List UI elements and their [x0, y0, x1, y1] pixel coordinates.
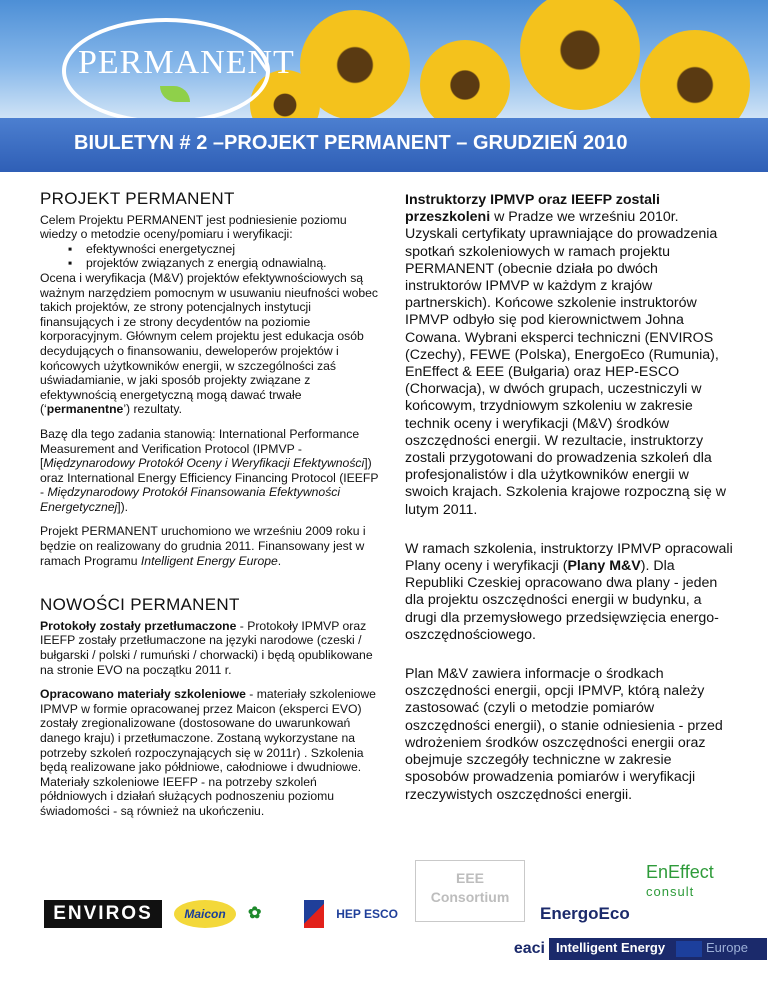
quote-close: ’) rezultaty. [123, 402, 183, 417]
protocols-text: Bazę dla tego zadania stanowią: International Performance Measurement and Verification Protocol (IPMVP - [ [40, 426, 360, 471]
consult-text: consult [646, 884, 695, 899]
trainers-text: w Pradze we wrześniu 2010r. Uzyskali certyfikaty uprawniające do prowadzenia spotkań szkoleniowych w ramach projektu PERMANENT (obecnie działa po dwóch instruktorów IPMVP w każdym z krajów partnerskich). Końcowe szkolenie instruktorów IPMVP odbyło się pod kierownictwem Johna Cowana. Wybrani eksperci techniczni (ENVIROS (Czechy), FEWE (Polska), EnergoEco (Rumunia), EnEffect & EEE (Bułgaria) oraz HEP-ESCO (Chorwacja), w dwóch grupach, uczestniczyli w końcowym, trzydniowym szkoleniu w zakresie technik oceny i weryfikacji (M&V) środków oszczędności energii. W rezultacie, instruktorzy zostali przygotowani do prowadzenia szkoleń dla profesjonalistów i dla użytkowników energii w swoich krajach. Szkolenia krajowe rozpoczną się w lutym 2011. [405, 209, 726, 518]
paragraph-trainers [405, 192, 735, 519]
list-item: ▪ projektów związanych z energią odnawialną. [86, 256, 380, 271]
maicon-logo: Maicon [174, 900, 236, 928]
title-bar [0, 118, 768, 172]
news-lead: Opracowano materiały szkoleniowe [40, 687, 246, 702]
intelligent-energy-label: Intelligent Energy [556, 940, 666, 955]
fewe-logo: ✿ [248, 905, 262, 922]
plans-text-2: ). Dla Republiki Czeskiej opracowano dwa plany - jeden dla projektu oszczędności energii w budynku, a drugi dla przemysłowego przedsięwzięcia energo-oszczędnościowego. [405, 558, 719, 643]
paragraph-plans [405, 541, 735, 644]
list-item: ▪ efektywności energetycznej [86, 242, 380, 257]
ieefp-translation: Międzynarodowy Protokół Finansowania Efektywności Energetycznej [40, 485, 341, 514]
mv-text: Ocena i weryfikacja (M&V) projektów efektywnościowych są ważnym narzędziem pomocnym w usuwaniu nieufności wobec takich projektów, ze strony potencjalnych instytucji finansujących i ze strony decydentów na poziomie korporacyjnym. Głównym celem projektu jest edukacja osób decydujących o finansowaniu, deweloperów projektów i końcowych użytkowników energii, w szczególności zaś uświadamianie, w jaki sposób projekty związane z efektywnością energetyczną mogą dawać trwałe [40, 270, 379, 402]
ipmvp-translation: Międzynarodowy Protokół Oceny i Weryfikacji Efektywności [43, 456, 365, 471]
europe-label: Europe [706, 940, 748, 955]
section-heading-news: NOWOŚCI PERMANENT [40, 595, 240, 615]
protocols-text-2: ]) oraz International Energy Efficiency Financing Protocol (IEEFP - [40, 456, 379, 500]
mv-plans: Plany M&V [567, 558, 641, 575]
intro-text: Celem Projektu PERMANENT jest podniesienie poziomu wiedzy o metodzie oceny/pomiaru i weryfikacji: [40, 212, 347, 242]
logo: PERMANENT [78, 44, 295, 81]
hep-mark-icon [304, 900, 324, 928]
eneffect-logo [646, 862, 756, 902]
paragraph-protocols [40, 427, 380, 515]
news-text: - Protokoły IPMVP oraz IEEFP zostały przetłumaczone na języki narodowe (czeski / bułgarski / polski / rumuński / chorwacki) i będą opublikowane na stronie EVO na początku 2011 r. [40, 618, 373, 677]
header-banner [0, 0, 768, 118]
eee-consortium-logo [415, 860, 525, 922]
protocols-end: ]). [117, 499, 129, 514]
programme-name: Intelligent Energy Europe [140, 553, 278, 568]
paragraph-plan-content: Plan M&V zawiera informacje o środkach oszczędności energii, opcji IPMVP, którą należy zastosować (czyli o metodzie pomiarów oszczędności energii), o stanie odniesienia - przed wdrożeniem środków oszczędności energii oraz obejmuje szczegóły techniczne w zakresie sposobów prowadzenia pomiarów i weryfikacji rzeczywistych oszczędności energii. [405, 666, 723, 803]
news-lead: Protokoły zostały przetłumaczone [40, 618, 237, 633]
quote-open: (‘ [40, 402, 47, 417]
plans-text: W ramach szkolenia, instruktorzy IPMVP opracowali Plany oceny i weryfikacji ( [405, 540, 733, 575]
sunflower-image [420, 40, 510, 118]
launch-text: Projekt PERMANENT uruchomiono we wrześniu 2009 roku i będzie on realizowany do grudnia 2011. Finansowany jest w ramach Programu [40, 524, 366, 568]
consortium-text: Consortium [430, 889, 510, 905]
permanent-word: permanentne [46, 402, 124, 417]
page-title: BIULETYN # 2 –PROJEKT PERMANENT – GRUDZIEŃ 2010 [74, 132, 628, 154]
news-item [40, 619, 380, 677]
trainers-lead: Instruktorzy IPMVP oraz IEEFP zostali przeszkoleni [405, 192, 660, 226]
news-text: - materiały szkoleniowe IPMVP w formie opracowanej przez Maicon (eksperci EVO) zostały zregionalizowane (dostosowane do uwarunkowań danego kraju) i przetłumaczone. Zostaną wykorzystane na potrzeby szkoleń rozpoczynających się w 2011r) . Szkolenia będą realizowane jako półdniowe, całodniowe i dwudniowe. Materiały szkoleniowe IEEFP - na potrzeby szkoleń półdniowych i działań służących podnoszeniu poziomu świadomości - są również na ukończeniu. [40, 687, 376, 818]
left-column [40, 189, 380, 829]
hep-text: HEP ESCO [336, 907, 398, 921]
eu-flag-icon [676, 941, 702, 957]
eneffect-text: EnEffect [646, 862, 714, 882]
right-column [405, 192, 735, 814]
goal-list [40, 242, 380, 271]
sunflower-image [520, 0, 640, 110]
sunflower-image [640, 30, 750, 118]
enviros-logo: ENVIROS [44, 900, 162, 928]
news-item [40, 687, 380, 818]
eaci-logo: eaci [487, 938, 549, 960]
paragraph-mv [40, 271, 380, 417]
hep-esco-logo [304, 900, 398, 928]
eee-text: EEE [455, 870, 484, 886]
paragraph-launch [40, 524, 380, 568]
paragraph-intro [40, 213, 380, 242]
section-heading-project: PROJEKT PERMANENT [40, 189, 235, 208]
energoeco-logo: EnergoEco [540, 904, 630, 923]
launch-end: . [277, 553, 282, 568]
